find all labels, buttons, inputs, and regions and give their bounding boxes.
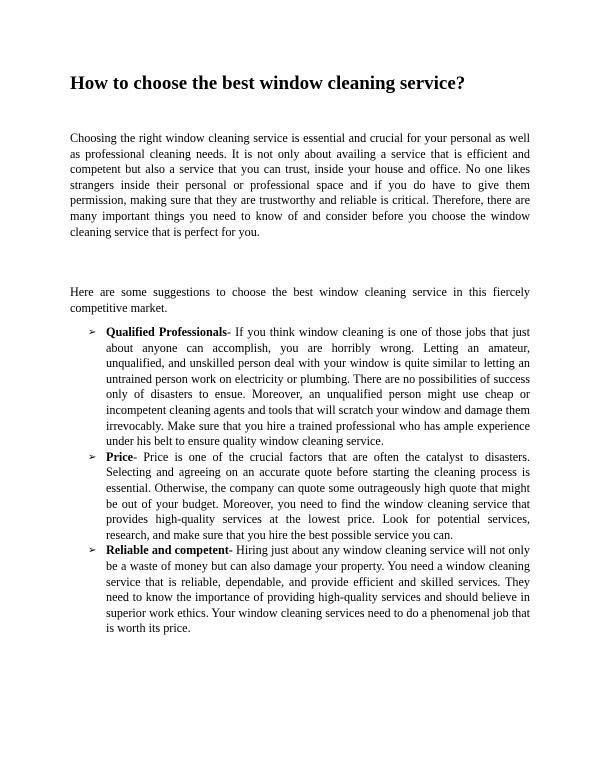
arrow-bullet-icon: ➢ [88, 327, 97, 338]
bullet-text: - Price is one of the crucial factors that are often the catalyst to disasters. Selecting and agreeing on an accurate quote before starting the cleaning process is essential. Otherwise, the company can quote some outrageously high quote that might be out of your budget. Moreover, you need to find the window cleaning service that provides high-quality services at the lowest price. Look for potential services, research, and make sure that you hire the best possible service you can. [106, 449, 530, 542]
bullet-term: Reliable and competent- [106, 543, 233, 558]
bullet-term: Qualified Professionals [106, 325, 228, 339]
page-title: How to choose the best window cleaning service? [70, 73, 466, 94]
intro-paragraph: Choosing the right window cleaning service is essential and crucial for your personal as well as professional cleaning needs. It is not only about availing a service that is efficient and competent but also a service that you can trust, inside your house and office. No one likes strangers inside their personal or professional space and if you do have to give them permission, making sure that they are trustworthy and reliable is critical. Therefore, there are many important things you need to know of and consider before you choose the window cleaning service that is perfect for you. [70, 131, 530, 239]
suggestions-intro-paragraph: Here are some suggestions to choose the best window cleaning service in this fiercely competitive market. [70, 285, 530, 315]
arrow-bullet-icon: ➢ [88, 545, 97, 557]
arrow-bullet-icon: ➢ [88, 451, 97, 463]
suggestion-list [88, 325, 530, 637]
bullet-text: Hiring just about any window cleaning service will not only be a waste of money but can also damage your property. You need a window cleaning service that is reliable, dependable, and provide efficient and skilled services. They need to know the importance of providing high-quality services and should believe in superior work ethics. Your window cleaning services need to do a phenomenal job that is worth its price. [106, 543, 530, 636]
list-item [88, 543, 530, 637]
list-item [88, 450, 530, 544]
list-item [88, 325, 530, 450]
bullet-term: Price [106, 449, 134, 464]
bullet-text: - If you think window cleaning is one of those jobs that just about anyone can accomplish, you are horribly wrong. Letting an amateur, unqualified, and unskilled person deal with your window is quite similar to letting an untrained person work on electricity or plumbing. There are no possibilities of success only of disasters to ensue. Moreover, an unqualified person might use cheap or incompetent cleaning agents and tools that will scratch your window and damage them irrevocably. Make sure that you hire a trained professional who has ample experience under his belt to ensure quality window cleaning service. [106, 325, 530, 449]
